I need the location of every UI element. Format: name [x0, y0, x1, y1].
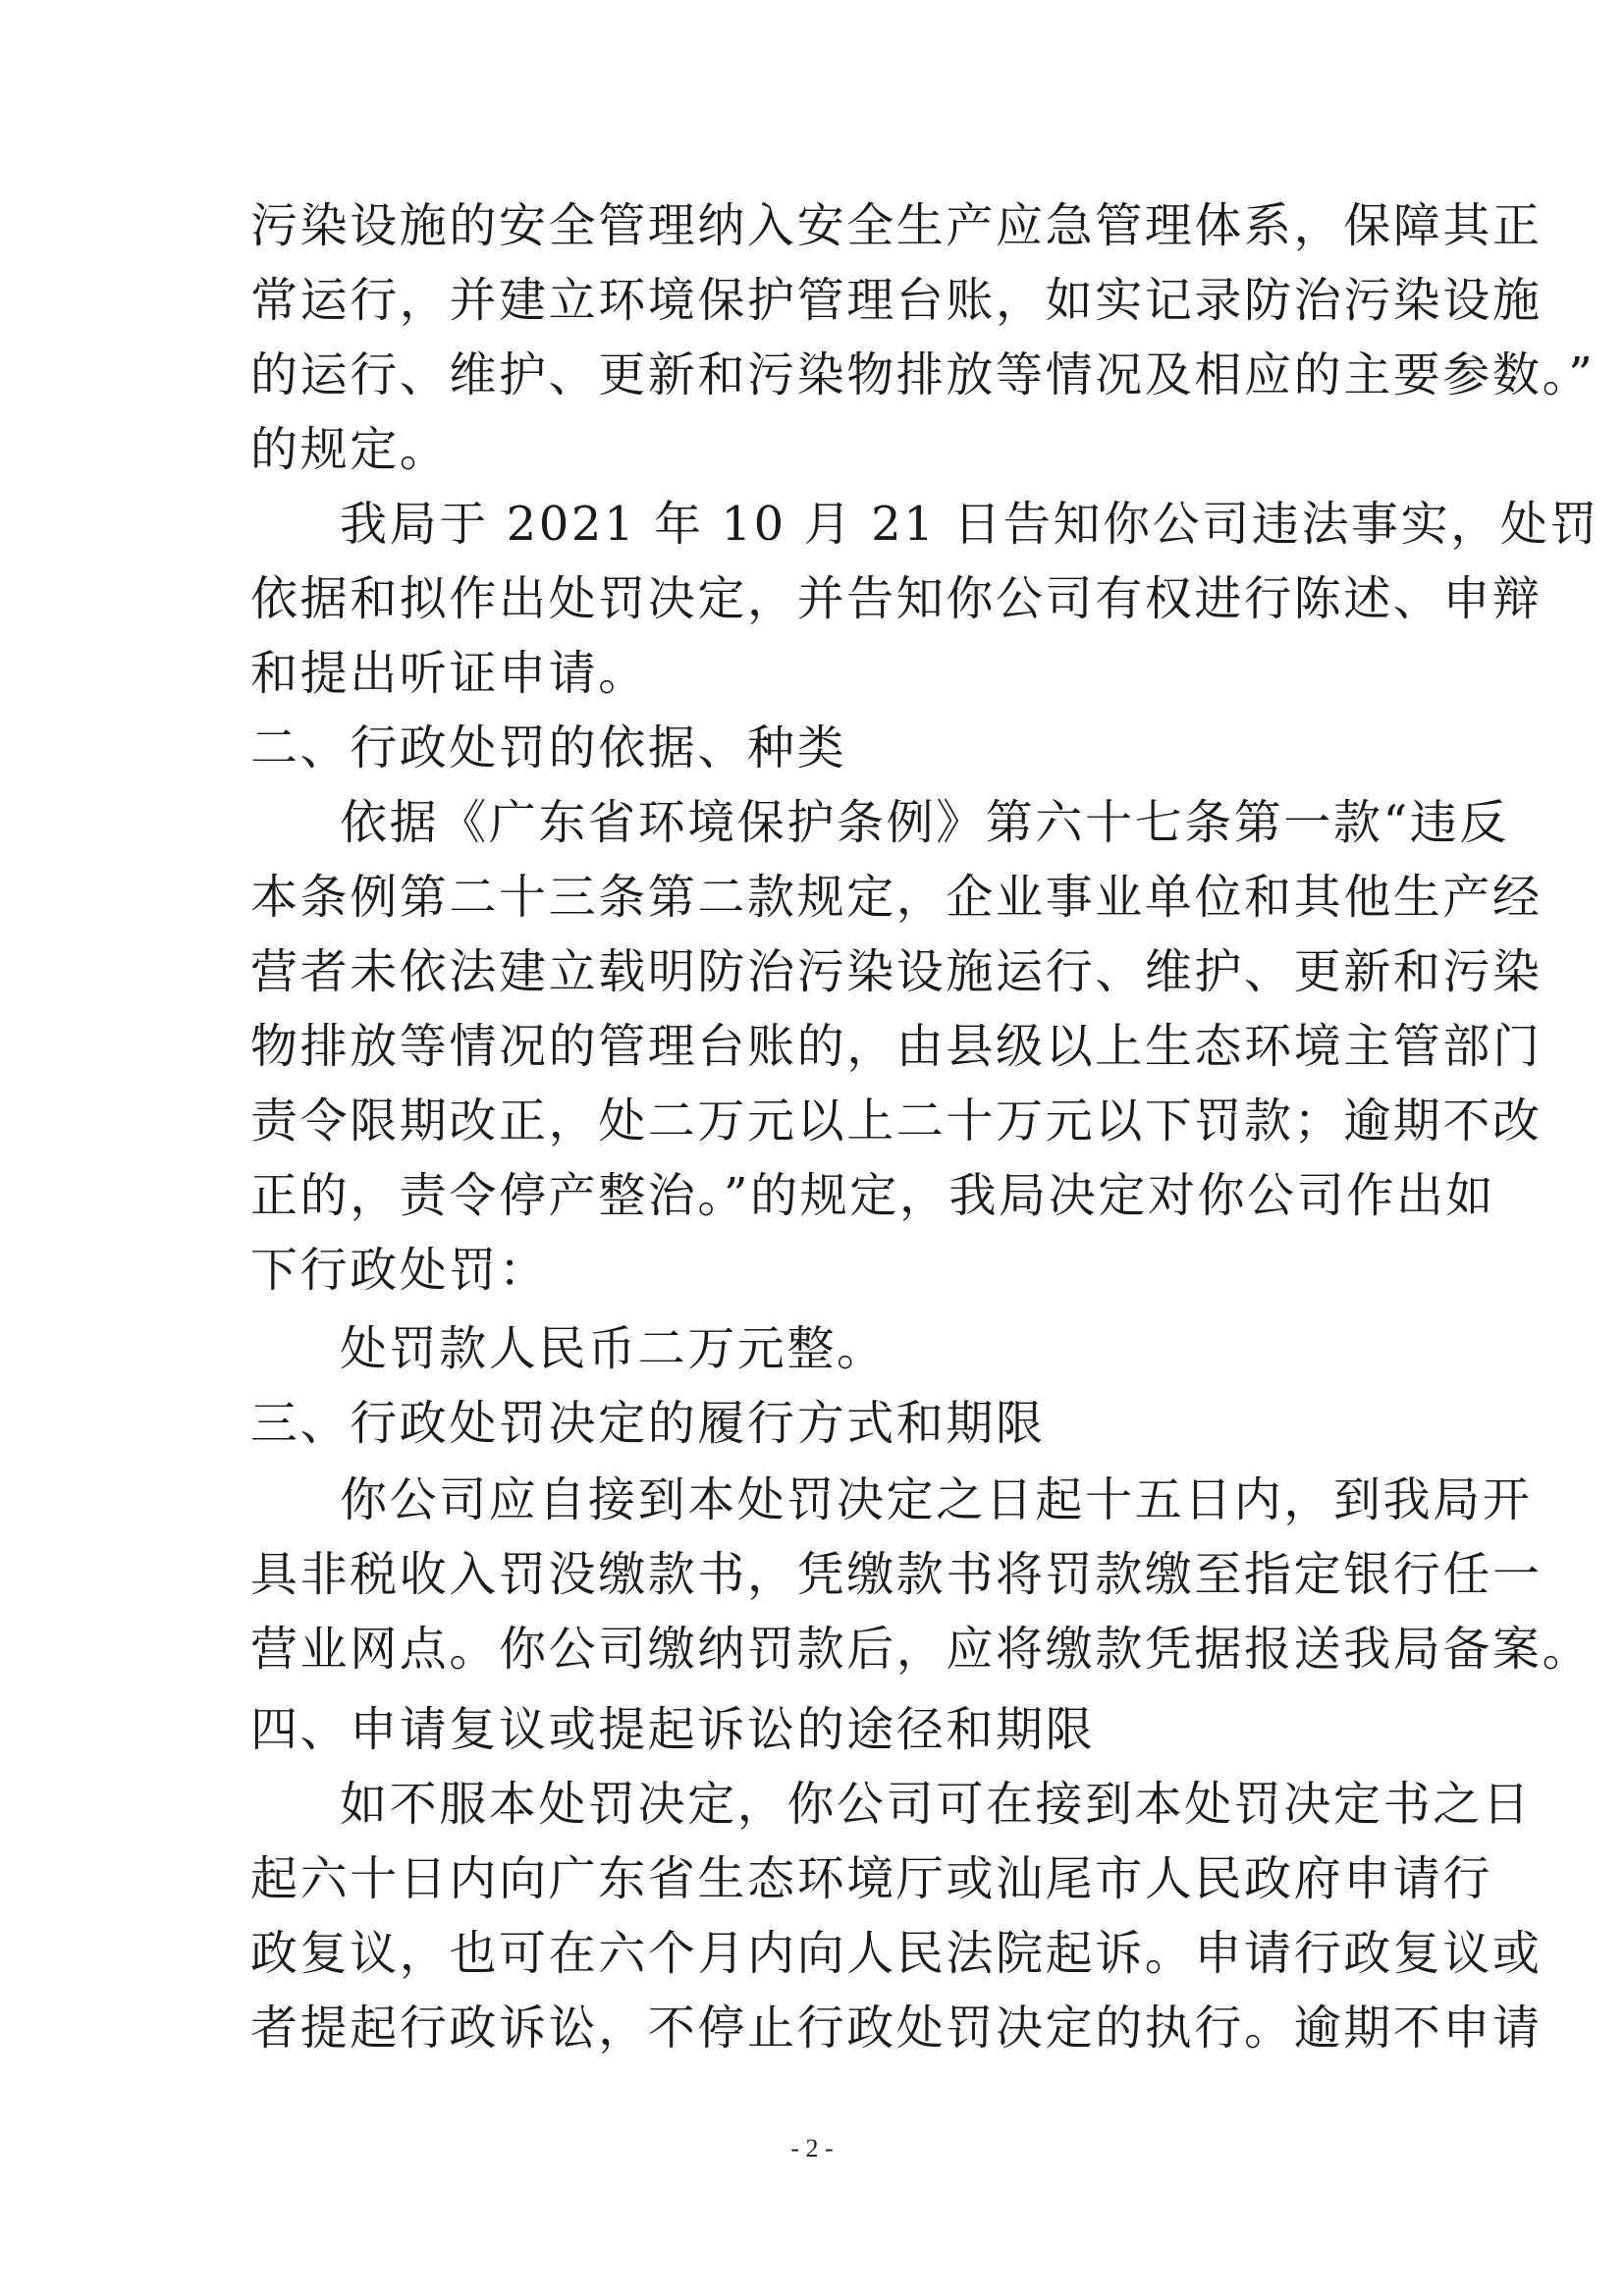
text-line: 正的，责令停产整治。”的规定，我局决定对你公司作出如: [250, 1168, 1496, 1223]
text-line: 下行政处罚：: [250, 1243, 549, 1298]
text-line: 责令限期改正，处二万元以上二十万元以下罚款；逾期不改: [250, 1094, 1543, 1148]
text-line: 起六十日内向广东省生态环境厅或汕尾市人民政府申请行: [250, 1851, 1493, 1906]
text-line: 政复议，也可在六个月内向人民法院起诉。申请行政复议或: [250, 1926, 1543, 1981]
paragraph-first-line: 我局于 2021 年 10 月 21 日告知你公司违法事实，处罚: [340, 497, 1600, 552]
text-line: 本条例第二十三条第二款规定，企业事业单位和其他生产经: [250, 870, 1543, 925]
section-heading: 四、申请复议或提起诉讼的途径和期限: [250, 1702, 1096, 1757]
text-line: 的运行、维护、更新和污染物排放等情况及相应的主要参数。”: [250, 347, 1596, 402]
text-line: 常运行，并建立环境保护管理台账，如实记录防治污染设施: [250, 273, 1543, 328]
penalty-line: 处罚款人民币二万元整。: [340, 1321, 887, 1376]
section-heading: 三、行政处罚决定的履行方式和期限: [250, 1396, 1046, 1451]
paragraph-first-line: 你公司应自接到本处罚决定之日起十五日内，到我局开: [340, 1472, 1533, 1527]
text-line: 和提出听证申请。: [250, 646, 648, 701]
text-line: 营业网点。你公司缴纳罚款后，应将缴款凭据报送我局备案。: [250, 1622, 1593, 1677]
text-line: 的规定。: [250, 422, 450, 477]
text-line: 污染设施的安全管理纳入安全生产应急管理体系，保障其正: [250, 198, 1543, 253]
text-line: 依据和拟作出处罚决定，并告知你公司有权进行陈述、申辩: [250, 571, 1543, 626]
page-number: - 2 -: [790, 2134, 834, 2163]
section-heading: 二、行政处罚的依据、种类: [250, 721, 847, 775]
text-line: 具非税收入罚没缴款书，凭缴款书将罚款缴至指定银行任一: [250, 1547, 1543, 1602]
text-line: 者提起行政诉讼，不停止行政处罚决定的执行。逾期不申请: [250, 2001, 1543, 2056]
paragraph-first-line: 依据《广东省环境保护条例》第六十七条第一款“违反: [340, 795, 1509, 850]
text-line: 物排放等情况的管理台账的，由县级以上生态环境主管部门: [250, 1019, 1543, 1074]
paragraph-first-line: 如不服本处罚决定，你公司可在接到本处罚决定书之日: [340, 1777, 1533, 1832]
text-line: 营者未依法建立载明防治污染设施运行、维护、更新和污染: [250, 944, 1543, 999]
